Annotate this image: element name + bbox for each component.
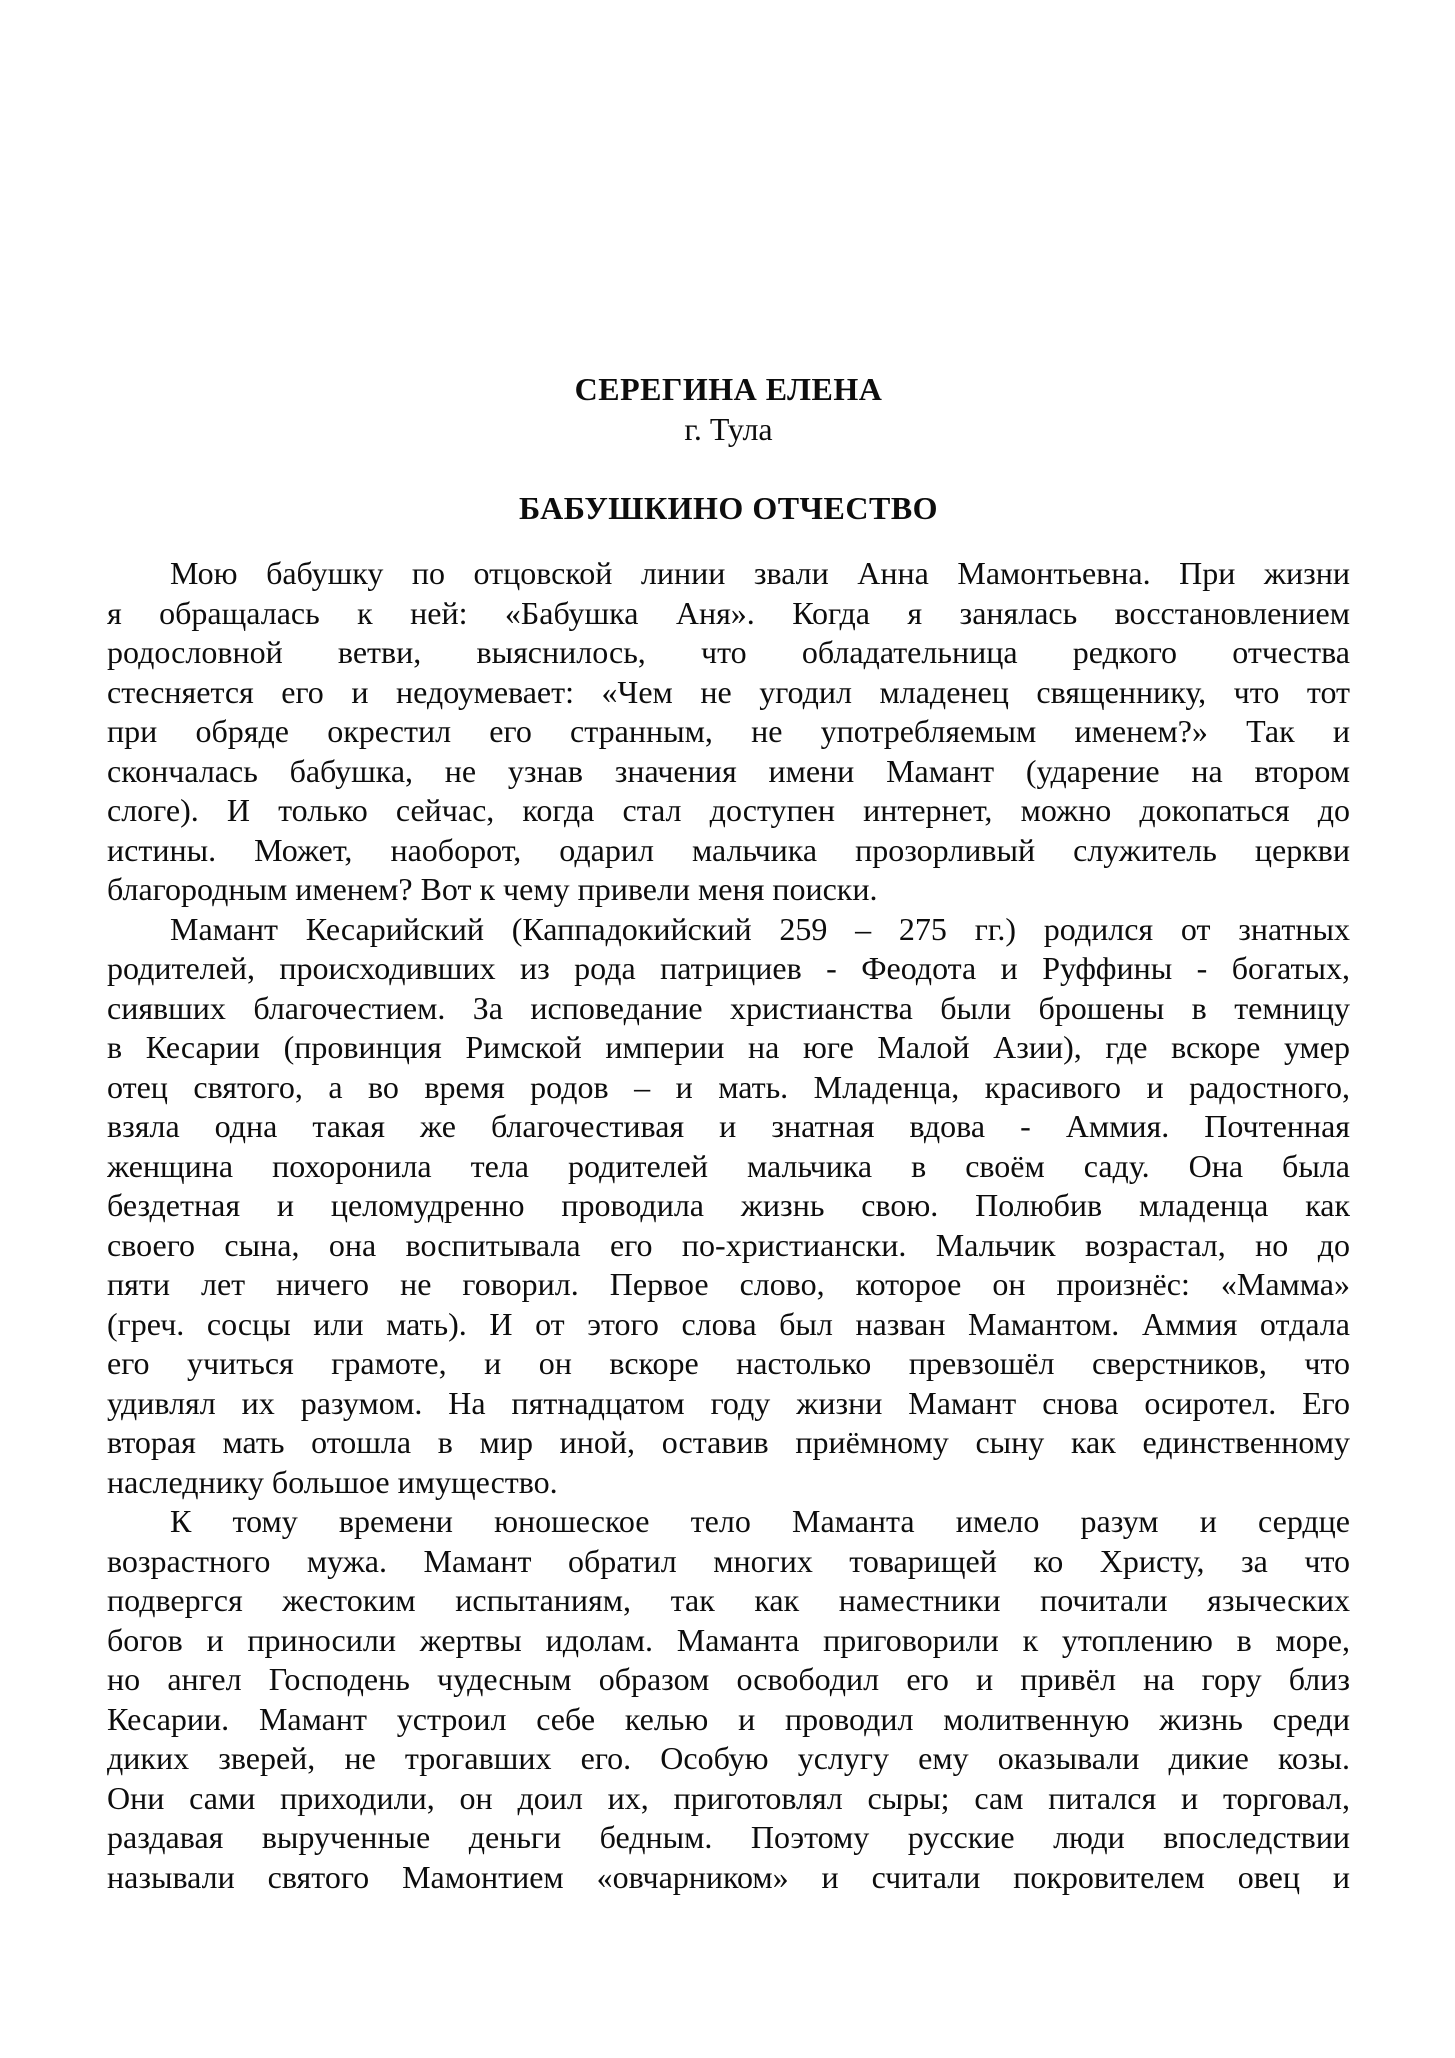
- text-line: (греч. сосцы или мать). И от этого слова был назван Мамантом. Аммия отдала: [107, 1305, 1350, 1342]
- text-line: диких зверей, не трогавших его. Особую услугу ему оказывали дикие козы.: [107, 1740, 1350, 1776]
- text-line: благородным именем? Вот к чему привели меня поиски.: [107, 871, 878, 907]
- text-line: отец святого, а во время родов – и мать. Младенца, красивого и радостного,: [107, 1068, 1350, 1105]
- text-line: своего сына, она воспитывала его по-христиански. Мальчик возрастал, но до: [107, 1226, 1350, 1263]
- text-line: бездетная и целомудренно проводила жизнь свою. Полюбив младенца как: [107, 1187, 1350, 1223]
- text-line: сиявших благочестием. За исповедание христианства были брошены в темницу: [107, 989, 1350, 1026]
- text-line: Мамант Кесарийский (Каппадокийский 259 – 275 гг.) родился от знатных: [170, 910, 1350, 947]
- text-line: в Кесарии (провинция Римской империи на юге Малой Азии), где вскоре умер: [107, 1029, 1350, 1065]
- text-line: вторая мать отошла в мир иной, оставив приёмному сыну как единственному: [107, 1424, 1350, 1460]
- text-line: возрастного мужа. Мамант обратил многих товарищей ко Христу, за что: [107, 1542, 1350, 1579]
- text-line: взяла одна такая же благочестивая и знатная вдова - Аммия. Почтенная: [107, 1108, 1350, 1144]
- text-line: пяти лет ничего не говорил. Первое слово, которое он произнёс: «Мамма»: [107, 1266, 1350, 1302]
- text-line: Они сами приходили, он доил их, приготовлял сыры; сам питался и торговал,: [107, 1779, 1350, 1816]
- text-line: подвергся жестоким испытаниям, так как наместники почитали языческих: [107, 1582, 1350, 1618]
- city-line: г. Тула: [684, 410, 773, 447]
- text-line: удивлял их разумом. На пятнадцатом году жизни Мамант снова осиротел. Его: [107, 1384, 1350, 1421]
- text-line: К тому времени юношеское тело Маманта имело разум и сердце: [170, 1503, 1350, 1539]
- text-line: истины. Может, наоборот, одарил мальчика прозорливый служитель церкви: [107, 831, 1350, 868]
- text-line: Кесарии. Мамант устроил себе келью и проводил молитвенную жизнь среди: [107, 1700, 1350, 1737]
- text-line: наследнику большое имущество.: [107, 1463, 558, 1500]
- author-name: СЕРЕГИНА ЕЛЕНА: [574, 371, 883, 407]
- text-line: женщина похоронила тела родителей мальчика в своём саду. Она была: [107, 1147, 1350, 1184]
- text-line: Мою бабушку по отцовской линии звали Анна Мамонтьевна. При жизни: [170, 555, 1350, 591]
- text-line: родословной ветви, выяснилось, что обладательница редкого отчества: [107, 634, 1350, 670]
- text-line: но ангел Господень чудесным образом освободил его и привёл на гору близ: [107, 1661, 1350, 1697]
- text-line: родителей, происходивших из рода патрициев - Феодота и Руффины - богатых,: [107, 950, 1350, 986]
- paragraph-intro: [107, 554, 1350, 910]
- paragraph-mamant-life: [107, 1502, 1350, 1897]
- document-title: БАБУШКИНО ОТЧЕСТВО: [518, 489, 939, 526]
- text-line: я обращалась к ней: «Бабушка Аня». Когда я занялась восстановлением: [107, 594, 1350, 631]
- text-line: скончалась бабушка, не узнав значения имени Мамант (ударение на втором: [107, 752, 1350, 789]
- text-line: при обряде окрестил его странным, не употребляемым именем?» Так и: [107, 713, 1350, 749]
- text-line: богов и приносили жертвы идолам. Маманта приговорили к утоплению в море,: [107, 1621, 1350, 1658]
- text-line: его учиться грамоте, и он вскоре настолько превзошёл сверстников, что: [107, 1345, 1350, 1381]
- text-line: стесняется его и недоумевает: «Чем не угодил младенец священнику, что тот: [107, 673, 1350, 710]
- text-line: слоге). И только сейчас, когда стал доступен интернет, можно докопаться до: [107, 792, 1350, 828]
- text-line: раздавая вырученные деньги бедным. Поэтому русские люди впоследствии: [107, 1819, 1350, 1855]
- paragraph-mamant-birth: [107, 910, 1350, 1503]
- text-line: называли святого Мамонтием «овчарником» и считали покровителем овец и: [107, 1858, 1350, 1895]
